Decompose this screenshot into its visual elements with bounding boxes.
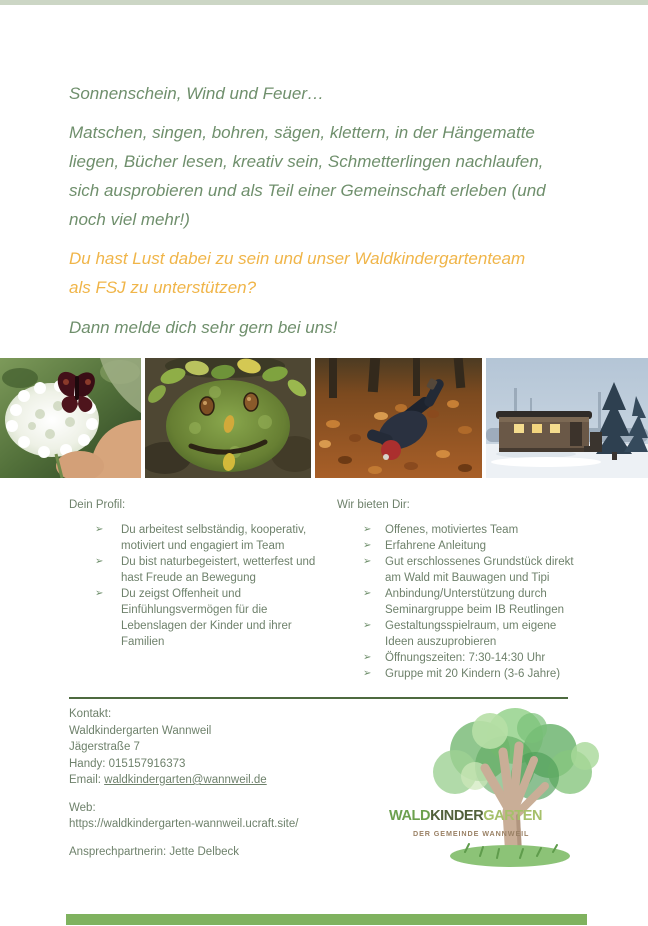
intro-paragraph [69,118,574,234]
list-item [95,554,319,586]
list-item-text: Öffnungszeiten: 7:30-14:30 Uhr [385,652,546,664]
list-item-text: Anbindung/Unterstützung durch Seminargruppe beim IB Reutlingen [385,588,564,616]
waldkindergarten-logo [385,706,635,871]
arrow-bullet-icon: ➢ [95,556,104,567]
bauwagen-winter-photo [486,358,648,478]
photo-strip [0,358,648,478]
intro-closing-line: Dann melde dich sehr gern bei uns! [69,318,338,337]
email-label: Email: [69,774,105,786]
list-item-text: Gut erschlossenes Grundstück direkt am Wald mit Bauwagen und Tipi [385,556,574,584]
list-item-text: Erfahrene Anleitung [385,540,487,552]
top-accent-bar [0,0,648,5]
arrow-bullet-icon: ➢ [95,524,104,535]
list-item [95,522,319,554]
offer-heading: Wir bieten Dir: [337,499,410,511]
profile-heading: Dein Profil: [69,499,126,511]
list-item-text: Offenes, motiviertes Team [385,524,519,536]
text-line: Du hast Lust dabei zu sein und unser Waldkindergartenteam [69,249,526,268]
text-line: als FSJ zu unterstützen? [69,278,257,297]
contact-heading: Kontakt: [69,708,112,720]
logo-wordmark [389,808,542,824]
arrow-bullet-icon: ➢ [363,620,372,631]
logo-subtitle: DER GEMEINDE WANNWEIL [413,829,530,838]
arrow-bullet-icon: ➢ [363,556,372,567]
list-item [363,586,582,618]
arrow-bullet-icon: ➢ [363,652,372,663]
text-line: Matschen, singen, bohren, sägen, klettern, in der Hängematte [69,123,535,142]
list-item [363,618,582,650]
contact-address-group [69,706,369,789]
contact-person-group [69,844,369,861]
arrow-bullet-icon: ➢ [95,588,104,599]
contact-divider [69,697,568,699]
list-item [363,538,582,554]
email-link[interactable]: waldkindergarten@wannweil.de [104,774,267,786]
hand-tree-logo-art [385,706,635,871]
logo-word-wald: WALD [389,808,431,824]
list-item [363,522,582,538]
list-item-text: Gestaltungsspielraum, um eigene Ideen auszuprobieren [385,620,557,648]
list-item-text: Du zeigst Offenheit und Einfühlungsvermögen für die Lebenslagen der Kinder und ihrer Familien [121,588,292,648]
web-group [69,800,369,833]
logo-word-kinder: KINDER [430,808,484,824]
moss-face-land-art-photo [145,358,311,478]
contact-section [69,706,369,871]
list-item [363,650,582,666]
text-line: noch viel mehr!) [69,210,190,229]
child-in-autumn-leaves-photo [315,358,482,478]
list-item [363,666,582,682]
list-item [95,586,319,650]
email-line [69,772,369,789]
bottom-accent-bar [66,914,587,925]
list-item-text: Du arbeitest selbständig, kooperativ, motiviert und engagiert im Team [121,524,307,552]
butterfly-icon [58,372,95,413]
list-item-text: Du bist naturbegeistert, wetterfest und hast Freude an Bewegung [121,556,316,584]
contact-person-line: Ansprechpartnerin: Jette Delbeck [69,845,240,858]
profile-section [69,497,319,650]
intro-section [69,84,574,338]
arrow-bullet-icon: ➢ [363,588,372,599]
winter-wagon-art [486,358,648,478]
list-item-text: Gruppe mit 20 Kindern (3-6 Jahre) [385,668,561,680]
intro-opening-line: Sonnenschein, Wind und Feuer… [69,84,324,103]
offer-list [363,522,582,682]
street-address: Jägerstraße 7 [69,741,140,753]
butterfly-on-wildflower-art [0,358,141,478]
grass-base [450,844,570,867]
phone-line: Handy: 015157916373 [69,757,186,770]
website-url[interactable]: https://waldkindergarten-wannweil.ucraft.site/ [69,818,299,830]
butterfly-on-wildflower-photo [0,358,141,478]
moss-face-art [145,358,311,478]
text-line: sich ausprobieren und als Teil einer Gemeinschaft erleben (und [69,181,546,200]
arrow-bullet-icon: ➢ [363,540,372,551]
text-line: liegen, Bücher lesen, kreativ sein, Schmetterlingen nachlaufen, [69,152,544,171]
logo-word-garten: GARTEN [483,808,543,824]
organization-name: Waldkindergarten Wannweil [69,724,212,737]
intro-question [69,244,574,302]
profile-list [95,522,319,650]
wagon [496,411,602,452]
offer-section [337,497,582,682]
arrow-bullet-icon: ➢ [363,668,372,679]
list-item [363,554,582,586]
web-heading: Web: [69,801,96,814]
autumn-leaves-art [315,358,482,478]
arrow-bullet-icon: ➢ [363,524,372,535]
